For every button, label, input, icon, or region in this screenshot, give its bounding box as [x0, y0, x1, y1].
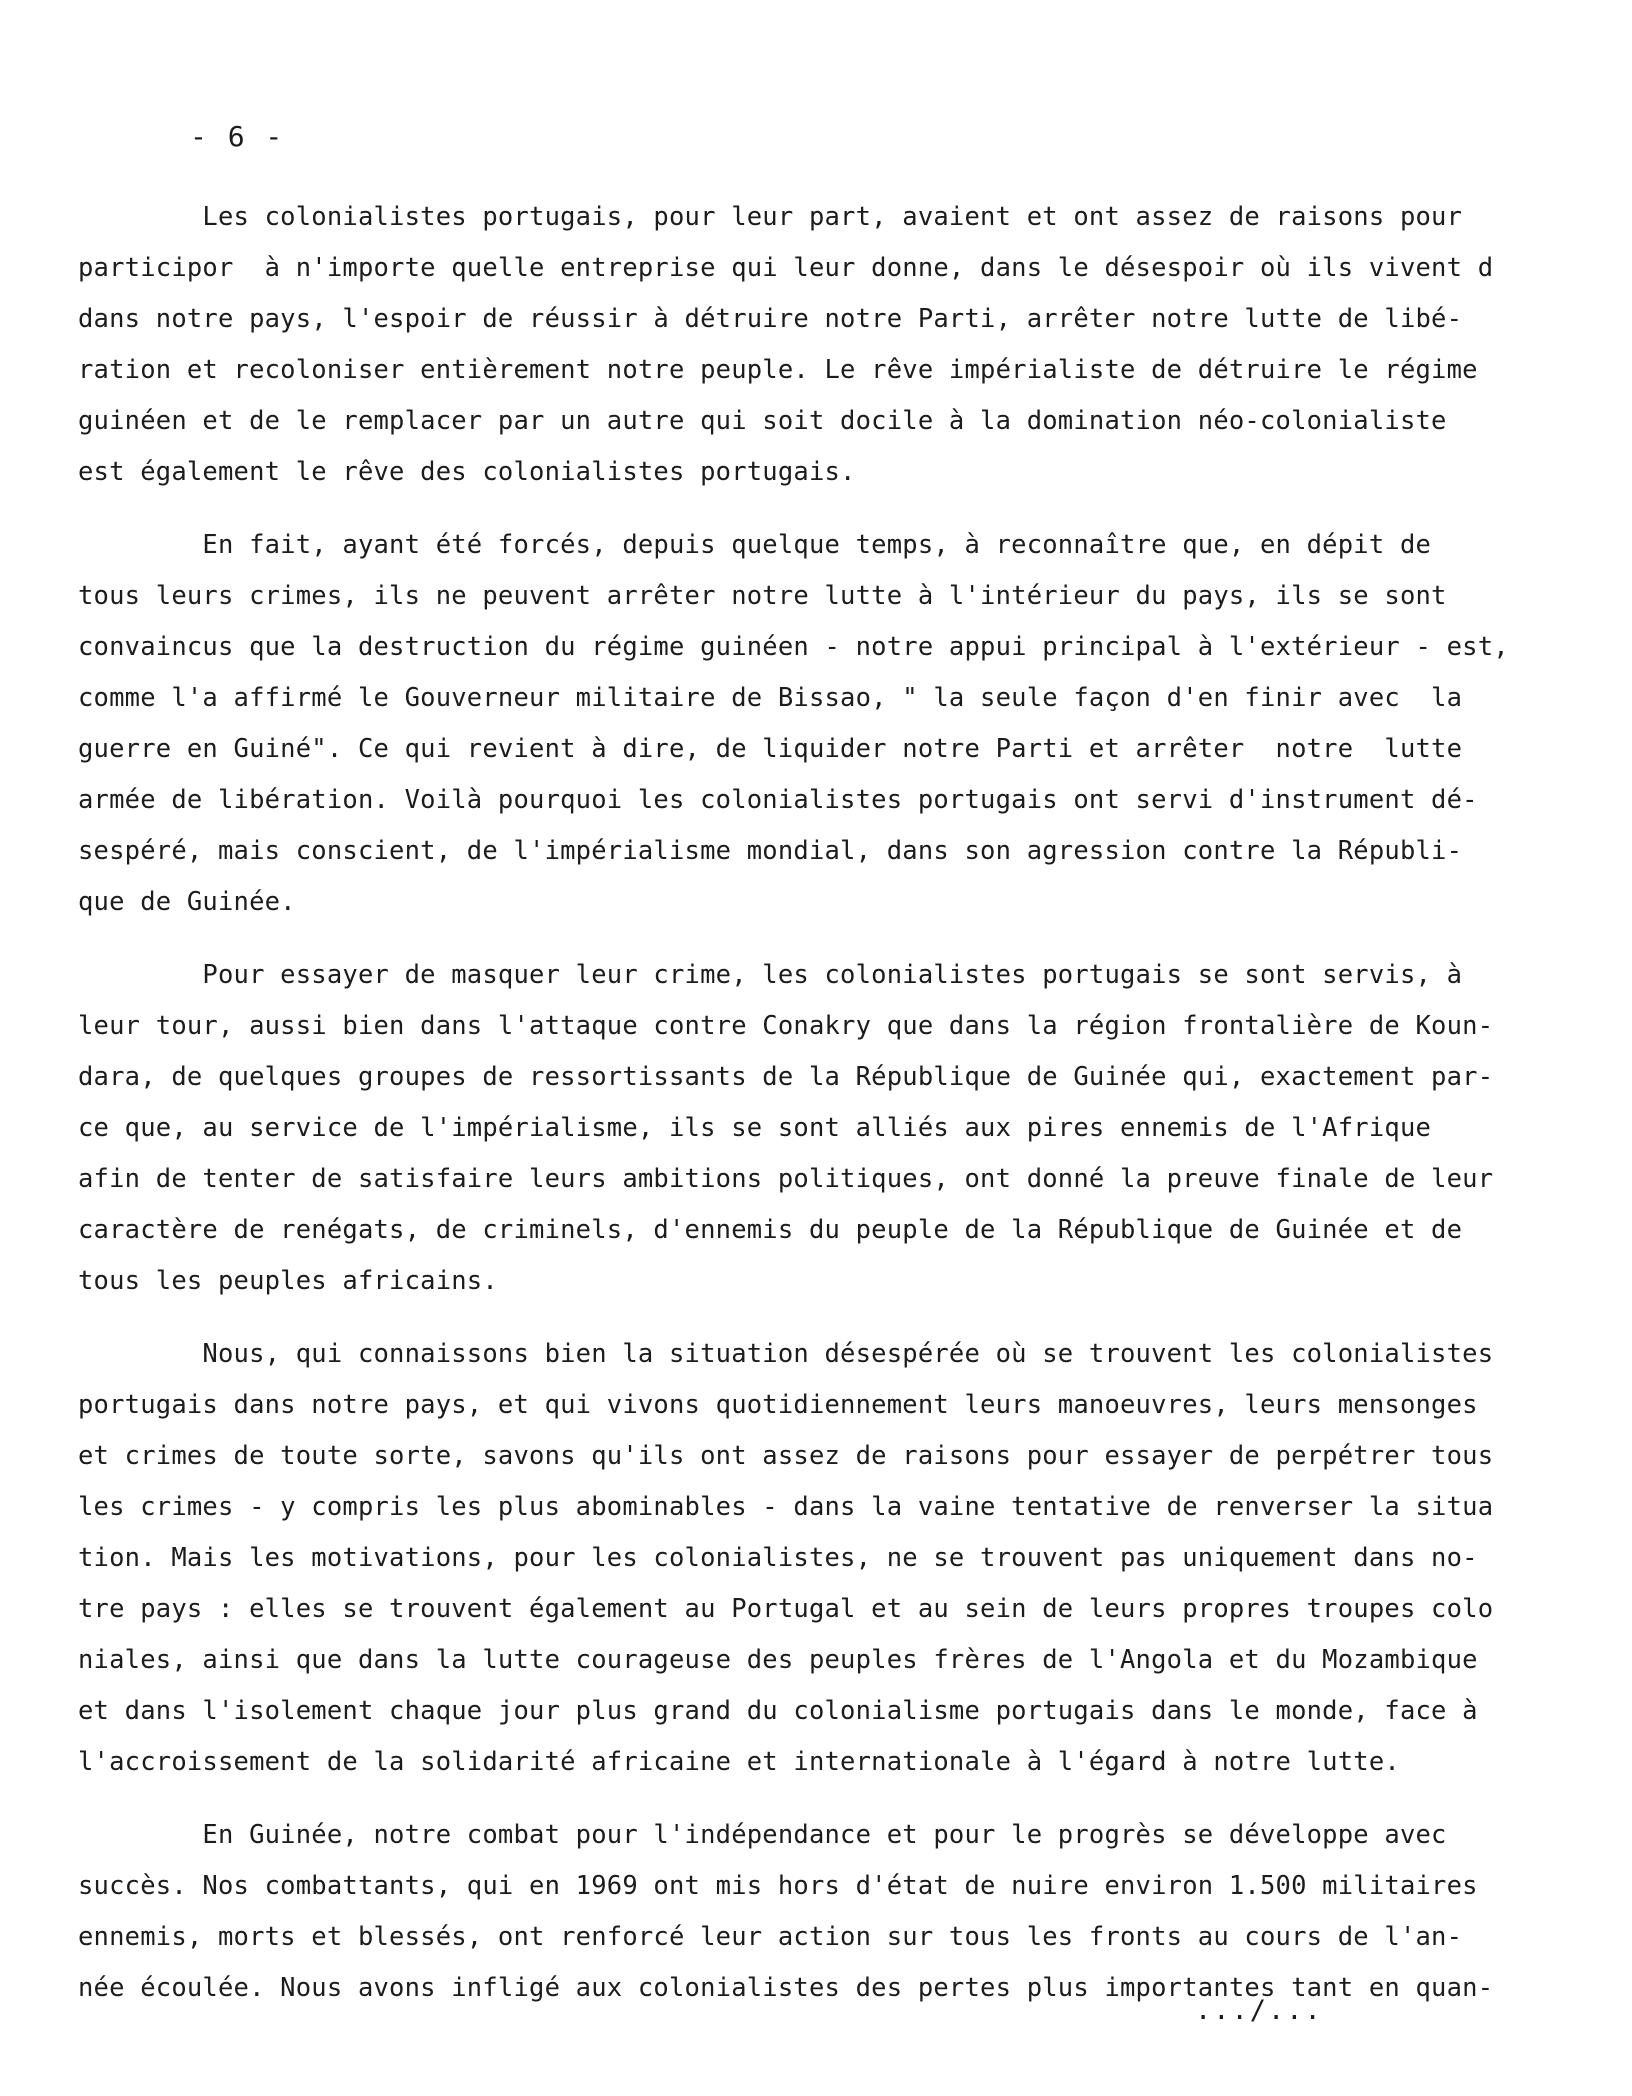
- paragraph: [78, 192, 1518, 498]
- paragraph: [78, 1329, 1518, 1788]
- text-line: et dans l'isolement chaque jour plus grand du colonialisme portugais dans le monde, face à: [78, 1696, 1478, 1726]
- text-line: armée de libération. Voilà pourquoi les colonialistes portugais ont servi d'instrument dé-: [78, 785, 1478, 815]
- text-line: née écoulée. Nous avons infligé aux colonialistes des pertes plus importantes tant en quan-: [78, 1973, 1494, 2003]
- text-line: En fait, ayant été forcés, depuis quelque temps, à reconnaître que, en dépit de: [78, 530, 1432, 560]
- text-line: Nous, qui connaissons bien la situation désespérée où se trouvent les colonialistes: [78, 1339, 1494, 1369]
- text-line: afin de tenter de satisfaire leurs ambitions politiques, ont donné la preuve finale de leur: [78, 1164, 1494, 1194]
- text-line: Pour essayer de masquer leur crime, les colonialistes portugais se sont servis, à: [78, 960, 1463, 990]
- text-line: dans notre pays, l'espoir de réussir à détruire notre Parti, arrêter notre lutte de libé-: [78, 304, 1463, 334]
- text-line: tre pays : elles se trouvent également au Portugal et au sein de leurs propres troupes colo: [78, 1594, 1494, 1624]
- continuation-mark: .../...: [1195, 1995, 1323, 2026]
- page-number: - 6 -: [190, 120, 285, 153]
- text-line: leur tour, aussi bien dans l'attaque contre Conakry que dans la région frontalière de Koun-: [78, 1011, 1494, 1041]
- text-line: sespéré, mais conscient, de l'impérialisme mondial, dans son agression contre la Républi-: [78, 836, 1463, 866]
- text-line: Les colonialistes portugais, pour leur part, avaient et ont assez de raisons pour: [78, 202, 1463, 232]
- text-line: tous les peuples africains.: [78, 1266, 498, 1296]
- text-line: est également le rêve des colonialistes portugais.: [78, 457, 856, 487]
- text-line: que de Guinée.: [78, 887, 296, 917]
- text-line: convaincus que la destruction du régime guinéen - notre appui principal à l'extérieur - est,: [78, 632, 1509, 662]
- text-line: dara, de quelques groupes de ressortissants de la République de Guinée qui, exactement par-: [78, 1062, 1494, 1092]
- text-line: portugais dans notre pays, et qui vivons quotidiennement leurs manoeuvres, leurs mensonges: [78, 1390, 1478, 1420]
- text-line: guinéen et de le remplacer par un autre qui soit docile à la domination néo-colonialiste: [78, 406, 1447, 436]
- text-line: caractère de renégats, de criminels, d'ennemis du peuple de la République de Guinée et de: [78, 1215, 1463, 1245]
- text-line: l'accroissement de la solidarité africaine et internationale à l'égard à notre lutte.: [78, 1747, 1400, 1777]
- text-line: et crimes de toute sorte, savons qu'ils ont assez de raisons pour essayer de perpétrer tous: [78, 1441, 1494, 1471]
- document-body: [78, 192, 1518, 2036]
- text-line: ennemis, morts et blessés, ont renforcé leur action sur tous les fronts au cours de l'an-: [78, 1922, 1463, 1952]
- text-line: ce que, au service de l'impérialisme, ils se sont alliés aux pires ennemis de l'Afrique: [78, 1113, 1432, 1143]
- text-line: tous leurs crimes, ils ne peuvent arrêter notre lutte à l'intérieur du pays, ils se sont: [78, 581, 1447, 611]
- text-line: guerre en Guiné". Ce qui revient à dire, de liquider notre Parti et arrêter notre lutte: [78, 734, 1463, 764]
- paragraph: [78, 1810, 1518, 2014]
- paragraph: [78, 950, 1518, 1307]
- text-line: comme l'a affirmé le Gouverneur militaire de Bissao, " la seule façon d'en finir avec la: [78, 683, 1463, 713]
- text-line: ration et recoloniser entièrement notre peuple. Le rêve impérialiste de détruire le régime: [78, 355, 1478, 385]
- text-line: les crimes - y compris les plus abominables - dans la vaine tentative de renverser la situa: [78, 1492, 1494, 1522]
- paragraph: [78, 520, 1518, 928]
- text-line: participor à n'importe quelle entreprise qui leur donne, dans le désespoir où ils vivent d: [78, 253, 1494, 283]
- text-line: niales, ainsi que dans la lutte courageuse des peuples frères de l'Angola et du Mozambique: [78, 1645, 1478, 1675]
- text-line: tion. Mais les motivations, pour les colonialistes, ne se trouvent pas uniquement dans no-: [78, 1543, 1478, 1573]
- text-line: En Guinée, notre combat pour l'indépendance et pour le progrès se développe avec: [78, 1820, 1447, 1850]
- text-line: succès. Nos combattants, qui en 1969 ont mis hors d'état de nuire environ 1.500 militaires: [78, 1871, 1478, 1901]
